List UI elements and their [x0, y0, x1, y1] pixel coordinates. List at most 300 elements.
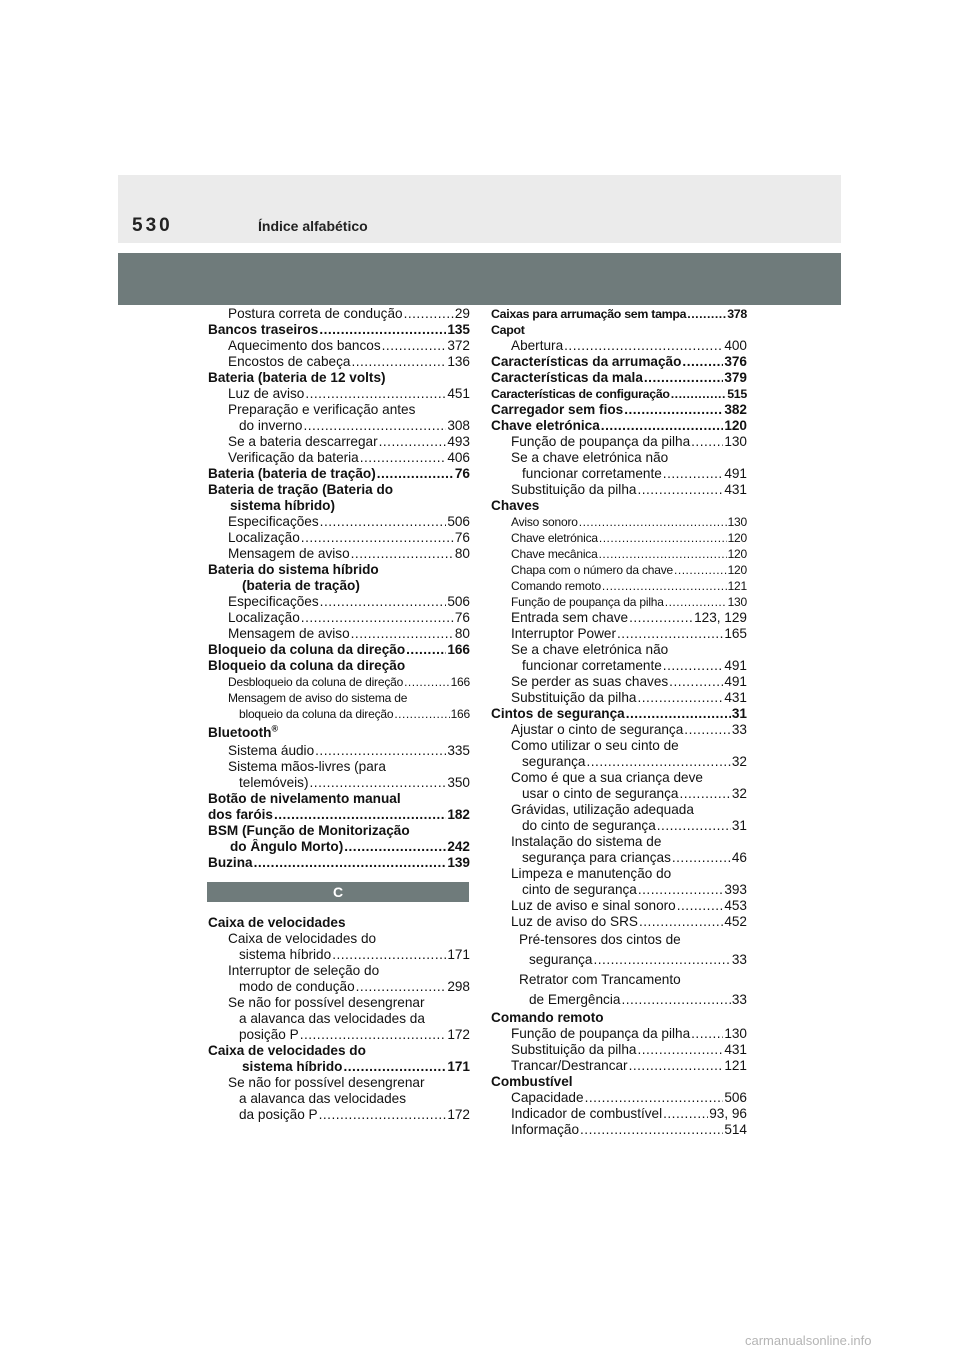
page-reference: 76 [454, 610, 470, 625]
index-entry [491, 690, 747, 706]
index-entry [491, 786, 747, 802]
index-entry [491, 306, 747, 322]
dot-leader [379, 434, 447, 450]
index-entry [208, 963, 470, 979]
index-group-c-cont [491, 306, 747, 1138]
index-entry-text: Chave mecânica [511, 547, 598, 561]
page-reference: 120 [727, 531, 747, 545]
dot-leader [404, 674, 450, 690]
page-reference: 506 [447, 514, 470, 529]
index-entry [208, 807, 470, 823]
index-entry [208, 674, 470, 690]
dot-leader [637, 482, 723, 498]
dot-leader [644, 370, 723, 386]
index-entry [208, 626, 470, 642]
page-reference: 298 [447, 979, 470, 994]
index-entry-text: Caixas para arrumação sem tampa [491, 307, 687, 321]
index-entry [208, 322, 470, 338]
dot-leader [593, 950, 730, 970]
index-entry-text: Informação [511, 1122, 580, 1137]
page-reference: 121 [727, 579, 747, 593]
dot-leader [310, 775, 447, 791]
dot-leader [602, 578, 727, 594]
index-entry-text: Caixa de velocidades [208, 915, 346, 930]
index-entry [208, 562, 470, 578]
index-entry [491, 466, 747, 482]
index-entry-text: Função de poupança da pilha [511, 434, 691, 449]
index-entry [208, 979, 470, 995]
index-entry-text: Mensagem de aviso [228, 626, 350, 641]
dot-leader [629, 1058, 724, 1074]
index-entry [491, 674, 747, 690]
index-entry-text: cinto de segurança [522, 882, 637, 897]
dot-leader [691, 1026, 723, 1042]
index-entry [491, 402, 747, 418]
index-entry [491, 834, 747, 850]
index-entry-text: Capot [491, 323, 525, 337]
index-entry [491, 322, 747, 338]
index-entry [491, 1122, 747, 1138]
index-entry [491, 914, 747, 930]
dot-leader [672, 850, 731, 866]
index-entry [491, 594, 747, 610]
index-entry-text: Cintos de segurança [491, 706, 625, 721]
dot-leader [356, 979, 447, 995]
index-entry [208, 418, 470, 434]
index-entry-text: Combustível [491, 1074, 573, 1089]
index-entry [491, 706, 747, 722]
index-group-b [208, 306, 470, 722]
page-reference: 376 [724, 354, 747, 369]
page-reference: 452 [724, 914, 747, 929]
page-reference: 29 [454, 306, 470, 321]
page-reference: 121 [724, 1058, 747, 1073]
index-entry-text: Como utilizar o seu cinto de [511, 738, 679, 753]
index-entry [208, 434, 470, 450]
page-reference: 166 [450, 675, 470, 689]
dot-leader [601, 418, 724, 434]
page-reference: 393 [724, 882, 747, 897]
page-header [118, 175, 841, 243]
index-entry-text: Luz de aviso [228, 386, 305, 401]
index-entry-text: Chave eletrónica [491, 418, 600, 433]
dot-leader [320, 514, 447, 530]
page-reference: 31 [731, 706, 747, 721]
page-reference: 166 [447, 642, 470, 657]
index-entry [208, 706, 470, 722]
index-entry-text: Encostos de cabeça [228, 354, 351, 369]
index-entry-text: Pré-tensores dos cintos de [519, 932, 681, 947]
page-reference: 136 [447, 354, 470, 369]
index-entry-text: dos faróis [208, 807, 273, 822]
index-entry [491, 338, 747, 354]
dot-leader [406, 642, 446, 658]
index-entry-text: Postura correta de condução [228, 306, 403, 321]
index-entry [491, 562, 747, 578]
registered-mark: ® [271, 723, 279, 734]
dot-leader [638, 882, 723, 898]
index-entry [491, 1026, 747, 1042]
dot-leader [382, 338, 447, 354]
page-title: Índice alfabético [258, 218, 368, 234]
dot-leader [301, 610, 454, 626]
page-reference: 123, 129 [694, 610, 747, 625]
index-entry [208, 498, 470, 514]
dot-leader [674, 562, 727, 578]
page-reference: 308 [447, 418, 470, 433]
dot-leader [639, 914, 723, 930]
index-entry-text: Instalação do sistema de [511, 834, 662, 849]
page-reference: 431 [724, 1042, 747, 1057]
index-entry-text: Chapa com o número da chave [511, 563, 674, 577]
index-entry-text: Comando remoto [511, 579, 601, 593]
index-entry-text: do Ângulo Morto) [230, 839, 344, 854]
dot-leader [332, 947, 446, 963]
index-entry-text: da posição P [239, 1107, 318, 1122]
index-entry [491, 514, 747, 530]
index-entry-text: Bancos traseiros [208, 322, 319, 337]
index-entry-text: Interruptor de seleção do [228, 963, 380, 978]
index-entry-text: Sistema áudio [228, 743, 315, 758]
index-entry [208, 450, 470, 466]
index-entry-text: Bateria de tração (Bateria do [208, 482, 394, 497]
dot-leader [663, 658, 724, 674]
page-reference: 400 [724, 338, 747, 353]
index-entry-text: Se não for possível desengrenar [228, 995, 425, 1010]
index-entry-text: Bateria (bateria de tração) [208, 466, 376, 481]
index-entry [208, 658, 470, 674]
page-reference: 382 [724, 402, 747, 417]
page-reference: 130 [724, 434, 747, 449]
page-reference: 406 [447, 450, 470, 465]
page-reference: 130 [727, 515, 747, 529]
index-entry [208, 578, 470, 594]
index-entry [491, 970, 747, 990]
page-reference: 135 [447, 322, 470, 337]
index-entry-text: Localização [228, 530, 300, 545]
index-entry-text: Caixa de velocidades do [208, 1043, 366, 1058]
index-entry [491, 546, 747, 562]
index-entry [491, 1106, 747, 1122]
dot-leader [301, 530, 454, 546]
dot-leader [677, 898, 724, 914]
index-entry [491, 898, 747, 914]
page-reference: 33 [731, 952, 747, 967]
page-reference: 335 [447, 743, 470, 758]
index-entry-text: (bateria de tração) [242, 578, 360, 593]
index-entry-text: Retrator com Trancamento [519, 972, 681, 987]
page-reference: 506 [447, 594, 470, 609]
index-entry-text: Chave eletrónica [511, 531, 598, 545]
page-reference: 33 [731, 722, 747, 737]
dot-leader [663, 466, 724, 482]
index-entry [208, 1043, 470, 1059]
index-entry-text: funcionar corretamente [522, 466, 662, 481]
index-entry-text: de Emergência [529, 992, 621, 1007]
index-entry-text: modo de condução [239, 979, 355, 994]
index-entry-text: Características da arrumação [491, 354, 682, 369]
page-reference: 32 [731, 754, 747, 769]
page-reference: 120 [727, 547, 747, 561]
dot-leader [671, 386, 727, 402]
dot-leader [586, 754, 730, 770]
index-entry-text: Entrada sem chave [511, 610, 629, 625]
index-entry [208, 354, 470, 370]
index-entry-text: Capacidade [511, 1090, 584, 1105]
index-entry [208, 1091, 470, 1107]
index-entry-text: Bloqueio da coluna da direção [208, 658, 406, 673]
index-column-right [491, 306, 747, 1138]
dot-leader [315, 743, 446, 759]
dot-leader [254, 855, 447, 871]
page-reference: 372 [447, 338, 470, 353]
index-entry-text: Desbloqueio da coluna de direção [228, 675, 404, 689]
index-entry-text: usar o cinto de segurança [522, 786, 679, 801]
index-entry [491, 498, 747, 514]
index-entry [491, 1074, 747, 1090]
index-entry [491, 354, 747, 370]
index-entry [491, 658, 747, 674]
index-entry [208, 931, 470, 947]
index-entry [208, 370, 470, 386]
index-entry-text: Bateria do sistema híbrido [208, 562, 379, 577]
page-reference: 80 [454, 626, 470, 641]
index-entry [208, 386, 470, 402]
page-reference: 242 [447, 839, 470, 854]
page-reference: 453 [724, 898, 747, 913]
index-entry-text: Luz de aviso do SRS [511, 914, 638, 929]
dot-leader [320, 594, 447, 610]
dot-leader [665, 594, 727, 610]
index-entry-text: segurança para crianças [522, 850, 671, 865]
index-entry [491, 370, 747, 386]
page-reference: 120 [727, 563, 747, 577]
index-entry-text: Verificação da bateria [228, 450, 359, 465]
index-entry [491, 386, 747, 402]
dot-leader [377, 466, 454, 482]
bluetooth-label: Bluetooth [208, 725, 272, 740]
index-entry [491, 450, 747, 466]
index-entry-text: Grávidas, utilização adequada [511, 802, 694, 817]
page-reference: 166 [450, 707, 470, 721]
page-reference: 130 [727, 595, 747, 609]
dot-leader [617, 626, 723, 642]
dot-leader [663, 1106, 708, 1122]
dot-leader [300, 1027, 447, 1043]
index-entry-text: Caixa de velocidades do [228, 931, 377, 946]
page-number: 530 [132, 215, 173, 236]
index-entry [208, 1059, 470, 1075]
index-entry-text: Se a bateria descarregar [228, 434, 378, 449]
index-entry-text: Ajustar o cinto de segurança [511, 722, 684, 737]
dot-leader [394, 706, 449, 722]
index-group-b-cont [208, 743, 470, 871]
index-entry [208, 855, 470, 871]
index-entry-text: Se a chave eletrónica não [511, 642, 669, 657]
page-reference: 172 [447, 1027, 470, 1042]
index-entry [491, 930, 747, 950]
page-reference: 171 [447, 1059, 470, 1074]
index-entry-text: Função de poupança da pilha [511, 1026, 691, 1041]
dot-leader [351, 354, 446, 370]
index-entry-text: Substituição da pilha [511, 482, 637, 497]
index-entry [491, 1042, 747, 1058]
index-entry [491, 1010, 747, 1026]
index-entry-text: Se perder as suas chaves [511, 674, 669, 689]
index-entry-text: Localização [228, 610, 300, 625]
dot-leader [351, 546, 454, 562]
index-entry-text: segurança [529, 952, 593, 967]
index-entry-text: Sistema mãos-livres (para [228, 759, 386, 774]
index-entry [491, 754, 747, 770]
index-entry-bluetooth [208, 723, 470, 743]
page-reference: 31 [731, 818, 747, 833]
index-entry-text: Bloqueio da coluna da direção [208, 642, 406, 657]
page-reference: 451 [447, 386, 470, 401]
page-reference: 379 [724, 370, 747, 385]
page-reference: 506 [724, 1090, 747, 1105]
index-entry-text: sistema híbrido) [230, 498, 335, 513]
index-entry [208, 947, 470, 963]
index-entry [208, 823, 470, 839]
page-reference: 32 [731, 786, 747, 801]
index-entry [208, 759, 470, 775]
index-entry-text: do cinto de segurança [522, 818, 656, 833]
index-entry [491, 642, 747, 658]
dot-leader [626, 706, 731, 722]
index-column-left [208, 306, 470, 1123]
index-entry [208, 546, 470, 562]
index-entry-text: Aquecimento dos bancos [228, 338, 381, 353]
page-reference: 33 [731, 992, 747, 1007]
index-entry-text: Função de poupança da pilha [511, 595, 664, 609]
index-entry-text: Substituição da pilha [511, 1042, 637, 1057]
index-entry [491, 990, 747, 1010]
header-band [118, 253, 841, 305]
index-entry-text: Botão de nivelamento manual [208, 791, 401, 806]
page-reference: 172 [447, 1107, 470, 1122]
page-reference: 491 [724, 674, 747, 689]
index-entry-text: funcionar corretamente [522, 658, 662, 673]
dot-leader [564, 338, 723, 354]
dot-leader [637, 690, 723, 706]
page-reference: 431 [724, 482, 747, 497]
index-entry [491, 770, 747, 786]
dot-leader [637, 1042, 723, 1058]
index-entry [491, 1090, 747, 1106]
index-entry-text: Comando remoto [491, 1010, 604, 1025]
index-entry [208, 743, 470, 759]
page-reference: 493 [447, 434, 470, 449]
page-reference: 171 [447, 947, 470, 962]
index-entry [491, 530, 747, 546]
index-entry-text: Trancar/Destrancar [511, 1058, 628, 1073]
index-entry [208, 995, 470, 1011]
index-entry-text: Carregador sem fios [491, 402, 624, 417]
index-entry-text: Bateria (bateria de 12 volts) [208, 370, 386, 385]
page-reference: 350 [447, 775, 470, 790]
index-entry-text: Se a chave eletrónica não [511, 450, 669, 465]
index-entry [491, 578, 747, 594]
index-entry-text: a alavanca das velocidades da [239, 1011, 425, 1026]
index-entry-text: a alavanca das velocidades [239, 1091, 407, 1106]
index-entry [491, 950, 747, 970]
dot-leader [669, 674, 723, 690]
index-entry [491, 626, 747, 642]
dot-leader [319, 1107, 447, 1123]
page-reference: 431 [724, 690, 747, 705]
index-entry [208, 1075, 470, 1091]
index-entry [208, 402, 470, 418]
index-entry [491, 482, 747, 498]
index-entry [491, 418, 747, 434]
dot-leader [343, 1059, 446, 1075]
index-entry [491, 738, 747, 754]
index-entry [208, 594, 470, 610]
page-reference: 120 [724, 418, 747, 433]
index-entry [491, 882, 747, 898]
index-entry-text: Especificações [228, 514, 319, 529]
index-entry-text: Substituição da pilha [511, 690, 637, 705]
dot-leader [585, 1090, 724, 1106]
dot-leader [621, 990, 730, 1010]
dot-leader [684, 722, 731, 738]
index-entry-text: posição P [239, 1027, 299, 1042]
index-entry-text: bloqueio da coluna da direção [239, 707, 394, 721]
index-entry-text: Características de configuração [491, 387, 670, 401]
page-reference: 76 [454, 530, 470, 545]
index-entry [208, 482, 470, 498]
index-entry-text: Luz de aviso e sinal sonoro [511, 898, 676, 913]
index-entry-text: Abertura [511, 338, 564, 353]
index-entry-text: Indicador de combustível [511, 1106, 663, 1121]
index-entry [491, 802, 747, 818]
watermark-text: carmanualsonline.info [745, 1333, 872, 1348]
index-entry [208, 690, 470, 706]
index-entry-text: Como é que a sua criança deve [511, 770, 703, 785]
index-entry [208, 338, 470, 354]
dot-leader [599, 546, 727, 562]
page-reference: 491 [724, 466, 747, 481]
index-entry [208, 1027, 470, 1043]
dot-leader [599, 530, 727, 546]
dot-leader [657, 818, 731, 834]
index-entry [208, 306, 470, 322]
index-entry-text: Preparação e verificação antes [228, 402, 416, 417]
dot-leader [687, 306, 726, 322]
dot-leader [404, 306, 454, 322]
index-entry [208, 791, 470, 807]
dot-leader [624, 402, 723, 418]
page-reference: 80 [454, 546, 470, 561]
index-entry-text: sistema híbrido [242, 1059, 343, 1074]
index-entry-text: BSM (Função de Monitorização [208, 823, 410, 838]
index-entry [491, 610, 747, 626]
index-entry [208, 1011, 470, 1027]
index-entry [491, 434, 747, 450]
index-entry [208, 915, 470, 931]
index-entry-text: Características da mala [491, 370, 643, 385]
page-reference: 46 [731, 850, 747, 865]
index-entry-text: Aviso sonoro [511, 515, 578, 529]
dot-leader [360, 450, 447, 466]
index-entry-text: Limpeza e manutenção do [511, 866, 672, 881]
dot-leader [580, 1122, 723, 1138]
dot-leader [344, 839, 446, 855]
page-reference: 165 [724, 626, 747, 641]
index-entry [208, 642, 470, 658]
index-entry [208, 1107, 470, 1123]
